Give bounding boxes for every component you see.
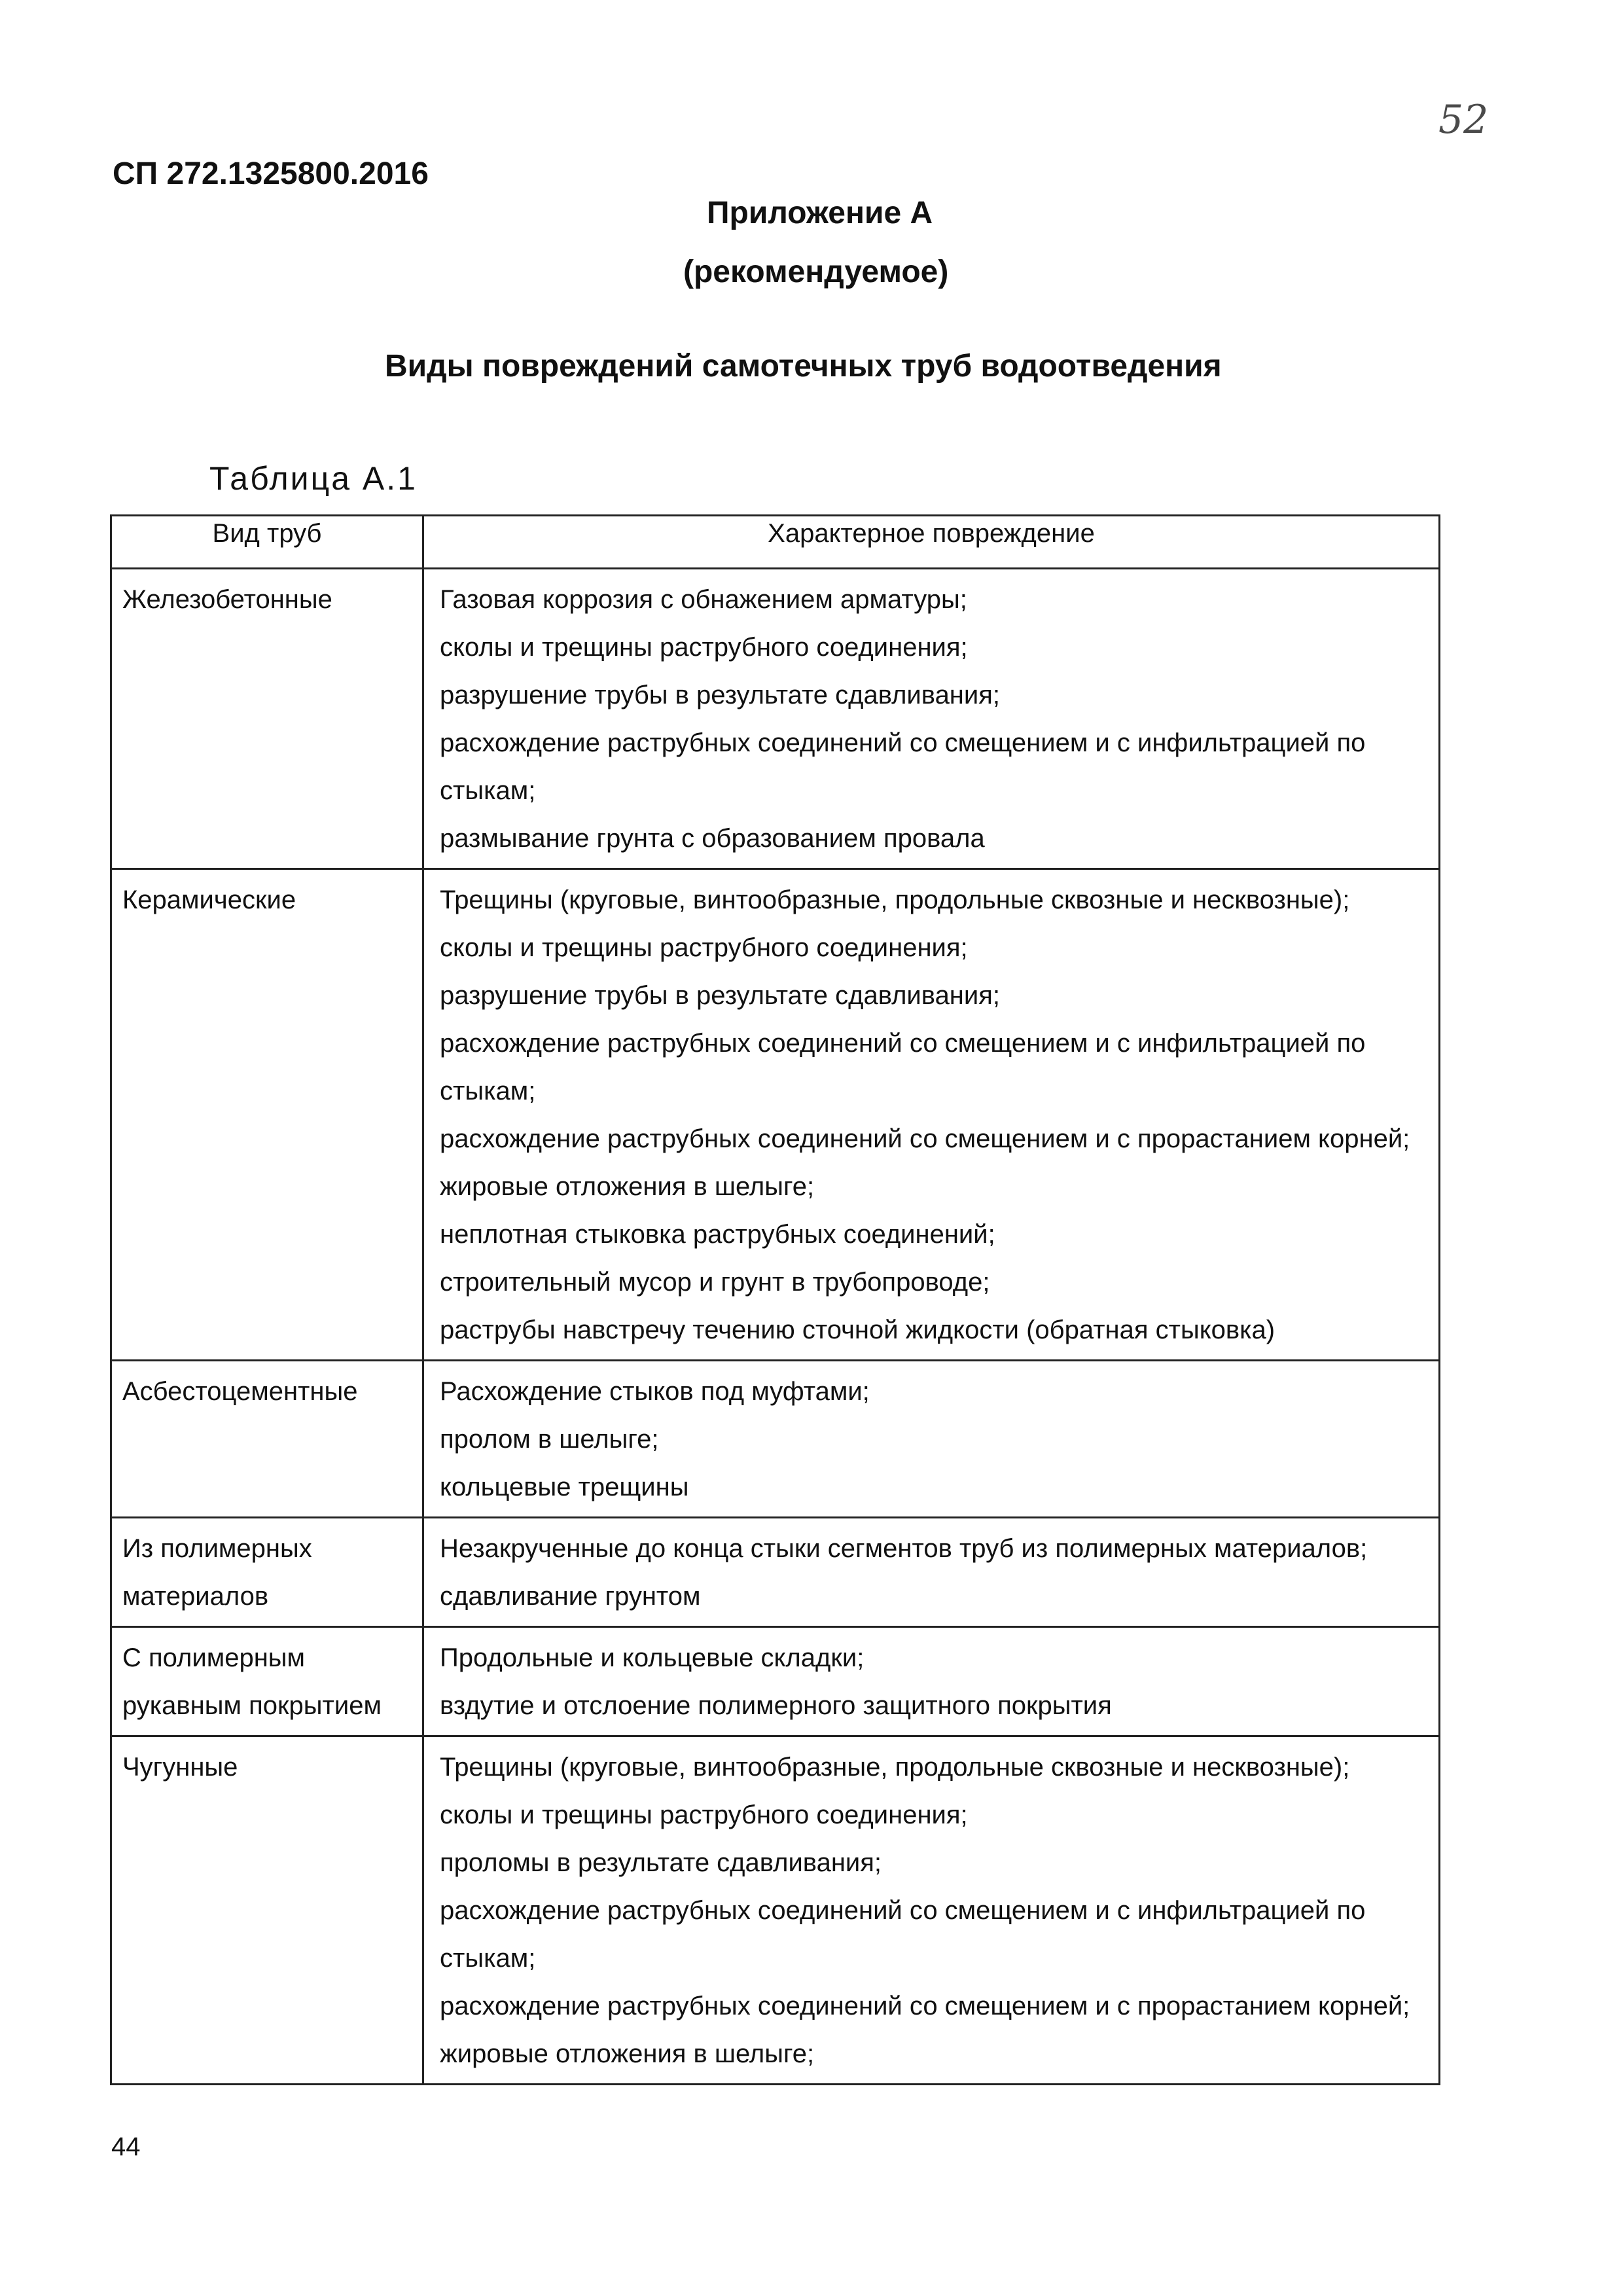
damage-list-cell (423, 1627, 1440, 1736)
section-title: Виды повреждений самотечных труб водоотведения (385, 349, 1222, 384)
page-number: 44 (111, 2132, 141, 2161)
appendix-subtitle: (рекомендуемое) (683, 255, 949, 289)
damage-item: строительный мусор и грунт в трубопроводе; (440, 1268, 990, 1297)
damage-list-cell (423, 1361, 1440, 1518)
damage-item: расхождение раструбных соединений со смещением и с инфильтрацией по стыкам; (440, 1029, 1366, 1105)
damage-list-cell (423, 869, 1440, 1361)
damage-item: кольцевые трещины (440, 1473, 689, 1501)
damage-item: Трещины (круговые, винтообразные, продольные сквозные и несквозные); (440, 886, 1350, 914)
damage-item: расхождение раструбных соединений со смещением и с прорастанием корней; (440, 1992, 1410, 2020)
damage-item: сколы и трещины раструбного соединения; (440, 633, 968, 662)
column-header-pipe-type: Вид труб (111, 516, 423, 569)
appendix-title: Приложение А (707, 196, 933, 230)
damage-item: жировые отложения в шелыге; (440, 2039, 815, 2068)
damage-list-cell (423, 1736, 1440, 2085)
damage-item: Трещины (круговые, винтообразные, продольные сквозные и несквозные); (440, 1753, 1350, 1782)
damage-item: раструбы навстречу течению сточной жидкости (обратная стыковка) (440, 1316, 1275, 1344)
table-row (111, 869, 1440, 1361)
damage-item: Незакрученные до конца стыки сегментов труб из полимерных материалов; (440, 1534, 1368, 1563)
table-row (111, 569, 1440, 869)
damage-item: разрушение трубы в результате сдавливания; (440, 981, 1001, 1010)
pipe-type-cell: Из полимерных материалов (111, 1518, 423, 1627)
table-body (111, 569, 1440, 2085)
table-header-row (111, 516, 1440, 569)
damage-item: Расхождение стыков под муфтами; (440, 1377, 870, 1406)
table-row (111, 1627, 1440, 1736)
document-code: СП 272.1325800.2016 (113, 156, 429, 191)
damage-item: жировые отложения в шелыге; (440, 1172, 815, 1201)
damage-item: размывание грунта с образованием провала (440, 824, 985, 853)
damage-list-cell (423, 1518, 1440, 1627)
damage-types-table (110, 514, 1440, 2085)
pipe-type-cell: Керамические (111, 869, 423, 1361)
table-row (111, 1518, 1440, 1627)
damage-item: Продольные и кольцевые складки; (440, 1643, 865, 1672)
pipe-type-cell: Железобетонные (111, 569, 423, 869)
column-header-damage: Характерное повреждение (423, 516, 1440, 569)
pipe-type-cell: С полимерным рукавным покрытием (111, 1627, 423, 1736)
damage-item: расхождение раструбных соединений со смещением и с инфильтрацией по стыкам; (440, 1896, 1366, 1973)
damage-item: пролом в шелыге; (440, 1425, 659, 1454)
damage-item: расхождение раструбных соединений со смещением и с прорастанием корней; (440, 1124, 1410, 1153)
damage-item: расхождение раструбных соединений со смещением и с инфильтрацией по стыкам; (440, 728, 1366, 805)
table-row (111, 1736, 1440, 2085)
damage-item: неплотная стыковка раструбных соединений; (440, 1220, 995, 1249)
handwritten-page-number: 52 (1438, 97, 1489, 143)
damage-item: сколы и трещины раструбного соединения; (440, 1801, 968, 1829)
damage-item: разрушение трубы в результате сдавливания; (440, 681, 1001, 709)
damage-item: проломы в результате сдавливания; (440, 1848, 882, 1877)
pipe-type-cell: Чугунные (111, 1736, 423, 2085)
table-row (111, 1361, 1440, 1518)
damage-list-cell (423, 569, 1440, 869)
damage-item: сколы и трещины раструбного соединения; (440, 933, 968, 962)
damage-item: Газовая коррозия с обнажением арматуры; (440, 585, 967, 614)
pipe-type-cell: Асбестоцементные (111, 1361, 423, 1518)
damage-item: сдавливание грунтом (440, 1582, 701, 1611)
table-caption: Таблица А.1 (209, 460, 418, 497)
damage-item: вздутие и отслоение полимерного защитного покрытия (440, 1691, 1112, 1720)
